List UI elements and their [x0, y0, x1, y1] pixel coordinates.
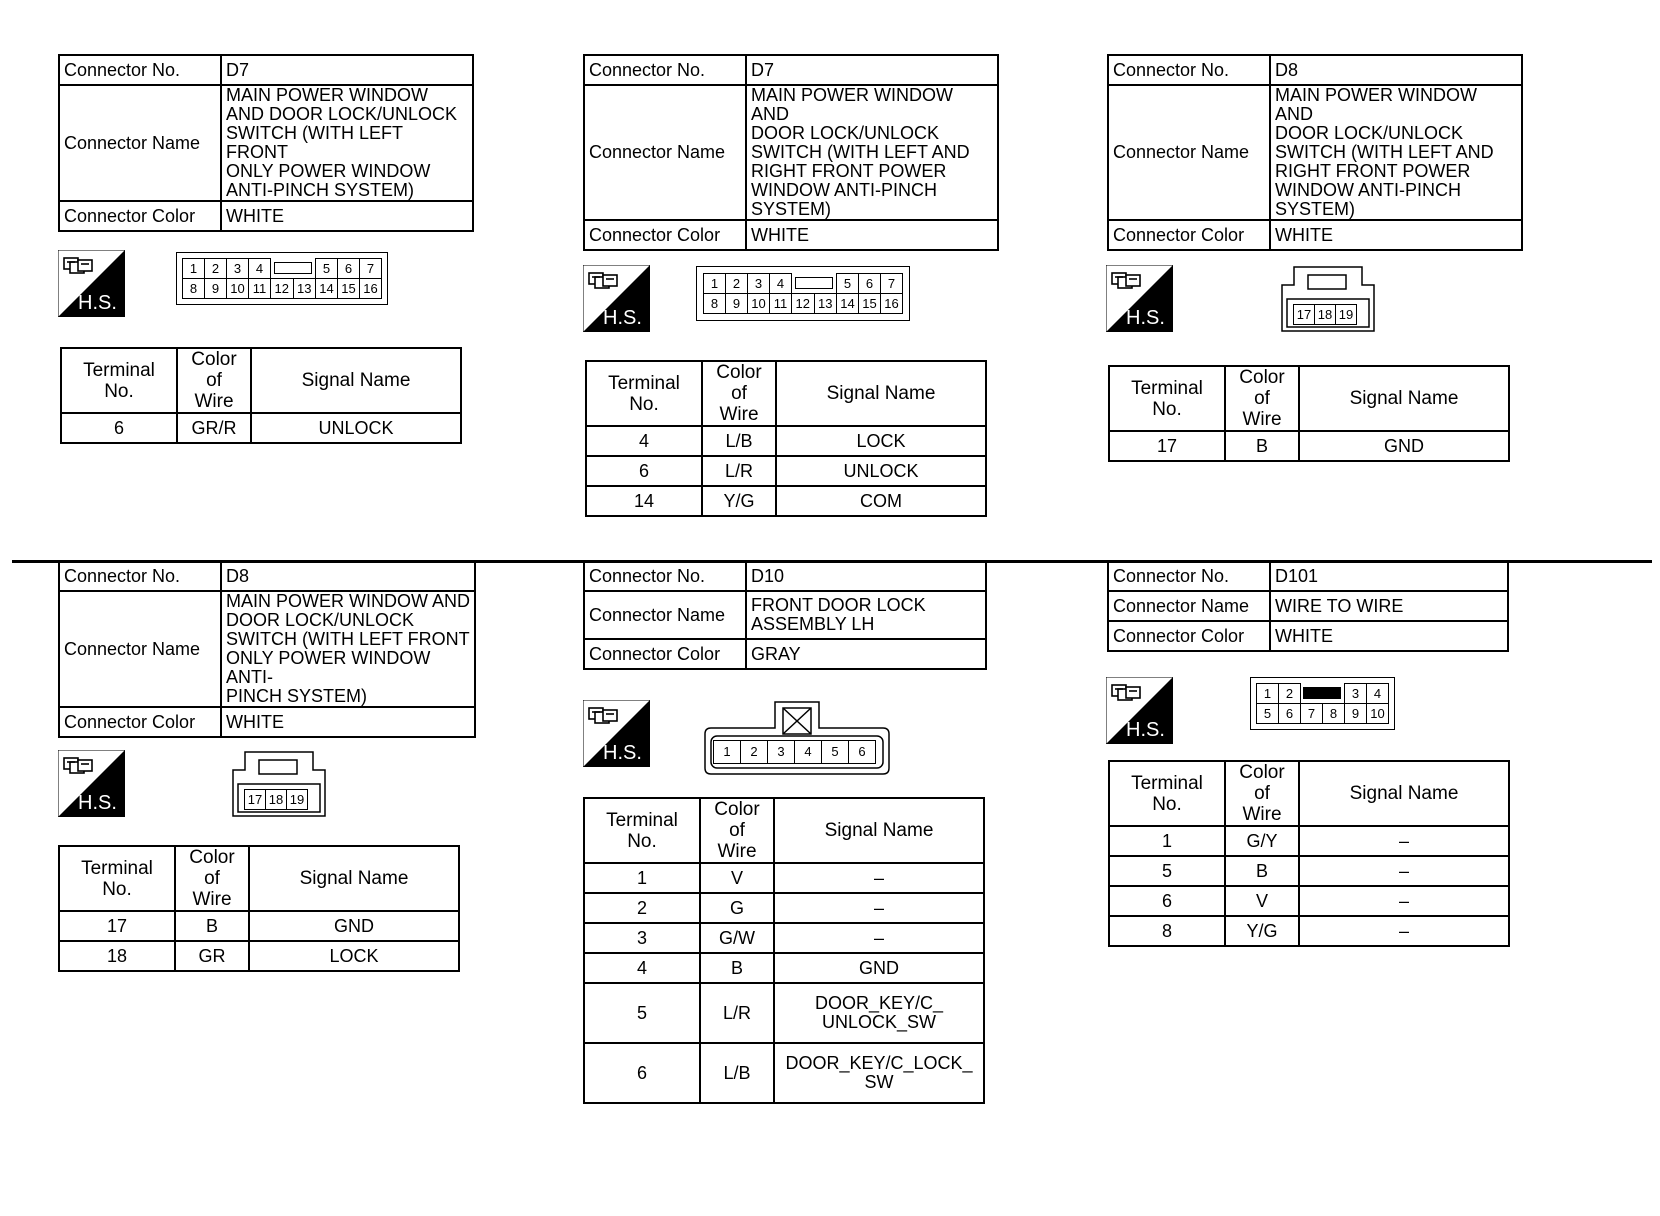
connector-6pin-icon — [703, 700, 893, 776]
pin: 18 — [266, 790, 287, 810]
pin: 1 — [714, 741, 741, 764]
pin: 9 — [726, 294, 748, 314]
terminal-no-header: Terminal No. — [59, 846, 175, 911]
connector-info-table — [1107, 560, 1509, 652]
connector-no-value: D7 — [221, 55, 473, 85]
pin: 1 — [183, 259, 205, 279]
table-row — [1109, 826, 1509, 856]
terminal-table — [58, 845, 460, 972]
wire-color: G/W — [700, 923, 774, 953]
connector-name-value — [1270, 85, 1522, 220]
terminal-table — [1108, 760, 1510, 947]
pin: 8 — [183, 279, 205, 299]
signal-name: – — [1299, 886, 1509, 916]
name-line: WINDOW ANTI-PINCH — [1275, 180, 1461, 200]
harness-side-icon — [583, 265, 650, 332]
wire-color: L/B — [700, 1043, 774, 1103]
harness-side-icon — [58, 250, 125, 317]
pin: 5 — [822, 741, 849, 764]
connector-no-label: Connector No. — [584, 561, 746, 591]
name-line: FRONT DOOR LOCK — [751, 595, 926, 615]
pin: 10 — [1367, 704, 1389, 724]
connector-3pin-icon — [229, 750, 329, 822]
wire-color-header: Color of Wire — [177, 348, 251, 413]
pin: 9 — [205, 279, 227, 299]
wire-color: L/R — [700, 983, 774, 1043]
connector-no-value: D7 — [746, 55, 998, 85]
pin: 16 — [360, 279, 382, 299]
connector-block-3 — [1107, 54, 1523, 251]
table-row — [1109, 431, 1509, 461]
pin: 3 — [768, 741, 795, 764]
connector-name-label: Connector Name — [1108, 591, 1270, 621]
connector-name-value: WIRE TO WIRE — [1270, 591, 1508, 621]
name-line: DOOR LOCK/UNLOCK — [751, 123, 940, 143]
name-line: RIGHT FRONT POWER — [751, 161, 947, 181]
wire-color-header: Color of Wire — [1225, 366, 1299, 431]
svg-text:H.S.: H.S. — [603, 742, 642, 764]
pin: 11 — [770, 294, 792, 314]
table-row — [1109, 916, 1509, 946]
table-row — [586, 456, 986, 486]
signal-name: UNLOCK — [251, 413, 461, 443]
connector-color-label: Connector Color — [584, 220, 746, 250]
wire-color: B — [175, 911, 249, 941]
terminal-block-1 — [60, 347, 462, 444]
pin-grid — [1256, 683, 1389, 724]
pin-grid — [182, 258, 382, 299]
pin: 7 — [881, 274, 903, 294]
terminal-no: 5 — [584, 983, 700, 1043]
pin: 19 — [287, 790, 308, 810]
svg-text:H.S.: H.S. — [78, 292, 117, 314]
connector-no-label: Connector No. — [59, 55, 221, 85]
connector-color-label: Connector Color — [1108, 220, 1270, 250]
terminal-table — [583, 797, 985, 1104]
terminal-no: 6 — [1109, 886, 1225, 916]
signal-name-header: Signal Name — [776, 361, 986, 426]
wire-color: B — [1225, 431, 1299, 461]
signal-name-header: Signal Name — [1299, 761, 1509, 826]
connector-color-label: Connector Color — [584, 639, 746, 669]
connector-name-label: Connector Name — [59, 591, 221, 707]
connector-info-table — [583, 54, 999, 251]
connector-info-table — [1107, 54, 1523, 251]
terminal-no-header: Terminal No. — [586, 361, 702, 426]
pin: 15 — [338, 279, 360, 299]
harness-side-icon — [1106, 677, 1173, 744]
connector-block-1 — [58, 54, 474, 232]
signal-name-header: Signal Name — [251, 348, 461, 413]
signal-name: DOOR_KEY/C_ UNLOCK_SW — [774, 983, 984, 1043]
connector-block-6 — [1107, 560, 1509, 652]
connector-no-label: Connector No. — [584, 55, 746, 85]
pin: 7 — [360, 259, 382, 279]
name-line: SWITCH (WITH LEFT AND — [751, 142, 970, 162]
connector-3pin-icon — [1278, 265, 1378, 337]
terminal-table — [60, 347, 462, 444]
pin: 6 — [849, 741, 876, 764]
table-row — [584, 863, 984, 893]
signal-name: GND — [774, 953, 984, 983]
pin: 10 — [227, 279, 249, 299]
connector-no-label: Connector No. — [1108, 561, 1270, 591]
terminal-block-5 — [583, 797, 985, 1104]
pin: 18 — [1315, 305, 1336, 325]
table-row — [584, 923, 984, 953]
connector-block-5 — [583, 560, 987, 670]
wire-color-header: Color of Wire — [700, 798, 774, 863]
pin: 6 — [859, 274, 881, 294]
pin: 14 — [316, 279, 338, 299]
pin: 4 — [1367, 684, 1389, 704]
signal-name: LOCK — [776, 426, 986, 456]
wire-color-header: Color of Wire — [702, 361, 776, 426]
name-line: SWITCH (WITH LEFT AND — [1275, 142, 1494, 162]
pin: 17 — [1294, 305, 1315, 325]
pin: 4 — [770, 274, 792, 294]
wire-color: L/R — [702, 456, 776, 486]
connector-color-value: WHITE — [1270, 621, 1508, 651]
pin: 13 — [814, 294, 837, 314]
connector-latch — [1301, 684, 1345, 704]
pin: 12 — [792, 294, 815, 314]
terminal-no-header: Terminal No. — [1109, 366, 1225, 431]
connector-color-value: WHITE — [746, 220, 998, 250]
connector-no-value: D8 — [221, 561, 475, 591]
pin: 1 — [1257, 684, 1279, 704]
name-line: ANTI-PINCH SYSTEM) — [226, 180, 415, 200]
name-line: AND DOOR LOCK/UNLOCK — [226, 104, 458, 124]
connector-info-table — [58, 54, 474, 232]
wire-color: G/Y — [1225, 826, 1299, 856]
terminal-no: 14 — [586, 486, 702, 516]
name-line: MAIN POWER WINDOW AND — [751, 85, 953, 124]
terminal-block-3 — [1108, 365, 1510, 462]
name-line: SYSTEM) — [751, 199, 832, 219]
table-row — [584, 983, 984, 1043]
name-line: MAIN POWER WINDOW AND — [226, 591, 470, 611]
svg-text:H.S.: H.S. — [1126, 719, 1165, 741]
name-line: ASSEMBLY LH — [751, 614, 875, 634]
signal-name-header: Signal Name — [249, 846, 459, 911]
pin: 4 — [795, 741, 822, 764]
pin-grid — [703, 273, 903, 314]
terminal-no-header: Terminal No. — [1109, 761, 1225, 826]
terminal-block-4 — [58, 845, 460, 972]
pin: 2 — [205, 259, 227, 279]
signal-name: GND — [249, 911, 459, 941]
pin: 12 — [271, 279, 294, 299]
pin: 6 — [338, 259, 360, 279]
terminal-table — [1108, 365, 1510, 462]
connector-block-2 — [583, 54, 999, 251]
pin: 6 — [1279, 704, 1301, 724]
wire-color: GR — [175, 941, 249, 971]
name-line: MAIN POWER WINDOW AND — [1275, 85, 1477, 124]
connector-info-table — [583, 560, 987, 670]
name-line: MAIN POWER WINDOW — [226, 85, 428, 105]
svg-text:H.S.: H.S. — [1126, 307, 1165, 329]
connector-info-table — [58, 560, 476, 738]
connector-color-label: Connector Color — [1108, 621, 1270, 651]
signal-name: – — [774, 893, 984, 923]
terminal-no: 8 — [1109, 916, 1225, 946]
table-row — [61, 413, 461, 443]
connector-no-label: Connector No. — [59, 561, 221, 591]
pin: 5 — [837, 274, 859, 294]
terminal-no: 3 — [584, 923, 700, 953]
wire-color: L/B — [702, 426, 776, 456]
name-line: RIGHT FRONT POWER — [1275, 161, 1471, 181]
terminal-table — [585, 360, 987, 517]
wire-color: Y/G — [702, 486, 776, 516]
pin: 1 — [704, 274, 726, 294]
wire-color: B — [700, 953, 774, 983]
wire-color: V — [700, 863, 774, 893]
terminal-no: 1 — [584, 863, 700, 893]
terminal-no: 6 — [61, 413, 177, 443]
connector-color-value: GRAY — [746, 639, 986, 669]
pin: 3 — [748, 274, 770, 294]
terminal-no: 6 — [586, 456, 702, 486]
terminal-no: 5 — [1109, 856, 1225, 886]
terminal-no: 2 — [584, 893, 700, 923]
table-row — [59, 911, 459, 941]
pin: 15 — [859, 294, 881, 314]
terminal-no: 17 — [1109, 431, 1225, 461]
name-line: ONLY POWER WINDOW ANTI- — [226, 648, 431, 687]
name-line: SWITCH (WITH LEFT FRONT — [226, 123, 403, 162]
connector-no-value: D8 — [1270, 55, 1522, 85]
signal-name: COM — [776, 486, 986, 516]
connector-face-d7 — [696, 266, 910, 321]
connector-latch — [792, 274, 837, 294]
terminal-no: 4 — [584, 953, 700, 983]
connector-color-value: WHITE — [1270, 220, 1522, 250]
connector-color-value: WHITE — [221, 201, 473, 231]
harness-side-icon — [583, 700, 650, 767]
terminal-no: 6 — [584, 1043, 700, 1103]
pin: 3 — [1345, 684, 1367, 704]
pin: 19 — [1336, 305, 1357, 325]
connector-no-label: Connector No. — [1108, 55, 1270, 85]
pin: 8 — [1323, 704, 1345, 724]
table-row — [586, 486, 986, 516]
terminal-no: 18 — [59, 941, 175, 971]
pin: 3 — [227, 259, 249, 279]
name-line: SWITCH (WITH LEFT FRONT — [226, 629, 470, 649]
pin: 2 — [741, 741, 768, 764]
pin: 16 — [881, 294, 903, 314]
signal-name: UNLOCK — [776, 456, 986, 486]
wire-color-header: Color of Wire — [1225, 761, 1299, 826]
terminal-no-header: Terminal No. — [584, 798, 700, 863]
wire-color: GR/R — [177, 413, 251, 443]
pin: 9 — [1345, 704, 1367, 724]
signal-name: – — [774, 923, 984, 953]
connector-name-label: Connector Name — [1108, 85, 1270, 220]
signal-name: LOCK — [249, 941, 459, 971]
connector-color-label: Connector Color — [59, 201, 221, 231]
wire-color-header: Color of Wire — [175, 846, 249, 911]
name-line: WINDOW ANTI-PINCH — [751, 180, 937, 200]
connector-name-value — [746, 85, 998, 220]
connector-no-value: D10 — [746, 561, 986, 591]
pin: 11 — [249, 279, 271, 299]
harness-side-icon — [58, 750, 125, 817]
connector-name-label: Connector Name — [59, 85, 221, 201]
terminal-no: 4 — [586, 426, 702, 456]
name-line: DOOR LOCK/UNLOCK — [226, 610, 415, 630]
pin: 10 — [748, 294, 770, 314]
pin: 2 — [726, 274, 748, 294]
connector-color-value: WHITE — [221, 707, 475, 737]
terminal-no: 1 — [1109, 826, 1225, 856]
signal-name-header: Signal Name — [1299, 366, 1509, 431]
connector-face-d8 — [229, 750, 329, 827]
table-row — [59, 941, 459, 971]
signal-name: – — [774, 863, 984, 893]
signal-name-header: Signal Name — [774, 798, 984, 863]
pin: 7 — [1301, 704, 1323, 724]
connector-color-label: Connector Color — [59, 707, 221, 737]
connector-face-d8 — [1278, 265, 1378, 342]
pin: 4 — [249, 259, 271, 279]
name-line: SYSTEM) — [1275, 199, 1356, 219]
table-row — [1109, 856, 1509, 886]
wire-color: V — [1225, 886, 1299, 916]
terminal-block-2 — [585, 360, 987, 517]
connector-name-value — [221, 591, 475, 707]
svg-text:H.S.: H.S. — [78, 792, 117, 814]
table-row — [584, 953, 984, 983]
pin-grid — [244, 789, 308, 810]
table-row — [584, 1043, 984, 1103]
connector-no-value: D101 — [1270, 561, 1508, 591]
signal-name: GND — [1299, 431, 1509, 461]
pin: 5 — [316, 259, 338, 279]
pin-grid — [713, 740, 876, 764]
harness-side-icon — [1106, 265, 1173, 332]
signal-name: – — [1299, 826, 1509, 856]
signal-name: – — [1299, 916, 1509, 946]
name-line: PINCH SYSTEM) — [226, 686, 368, 706]
terminal-block-6 — [1108, 760, 1510, 947]
connector-face-d10 — [703, 700, 893, 781]
wire-color: Y/G — [1225, 916, 1299, 946]
connector-face-d7 — [176, 252, 388, 305]
name-line: ONLY POWER WINDOW — [226, 161, 431, 181]
pin-grid — [1293, 304, 1357, 325]
connector-name-value — [221, 85, 473, 201]
signal-name: – — [1299, 856, 1509, 886]
table-row — [584, 893, 984, 923]
table-row — [1109, 886, 1509, 916]
connector-name-value — [746, 591, 986, 639]
wire-color: G — [700, 893, 774, 923]
pin: 13 — [293, 279, 316, 299]
connector-block-4 — [58, 560, 476, 738]
signal-name: DOOR_KEY/C_LOCK_ SW — [774, 1043, 984, 1103]
table-row — [586, 426, 986, 456]
pin: 17 — [245, 790, 266, 810]
pin: 5 — [1257, 704, 1279, 724]
wire-color: B — [1225, 856, 1299, 886]
svg-text:H.S.: H.S. — [603, 307, 642, 329]
terminal-no-header: Terminal No. — [61, 348, 177, 413]
name-line: DOOR LOCK/UNLOCK — [1275, 123, 1464, 143]
connector-name-label: Connector Name — [584, 85, 746, 220]
pin: 14 — [837, 294, 859, 314]
connector-face-d101 — [1250, 677, 1395, 730]
connector-latch — [271, 259, 316, 279]
connector-name-label: Connector Name — [584, 591, 746, 639]
terminal-no: 17 — [59, 911, 175, 941]
pin: 2 — [1279, 684, 1301, 704]
pin: 8 — [704, 294, 726, 314]
